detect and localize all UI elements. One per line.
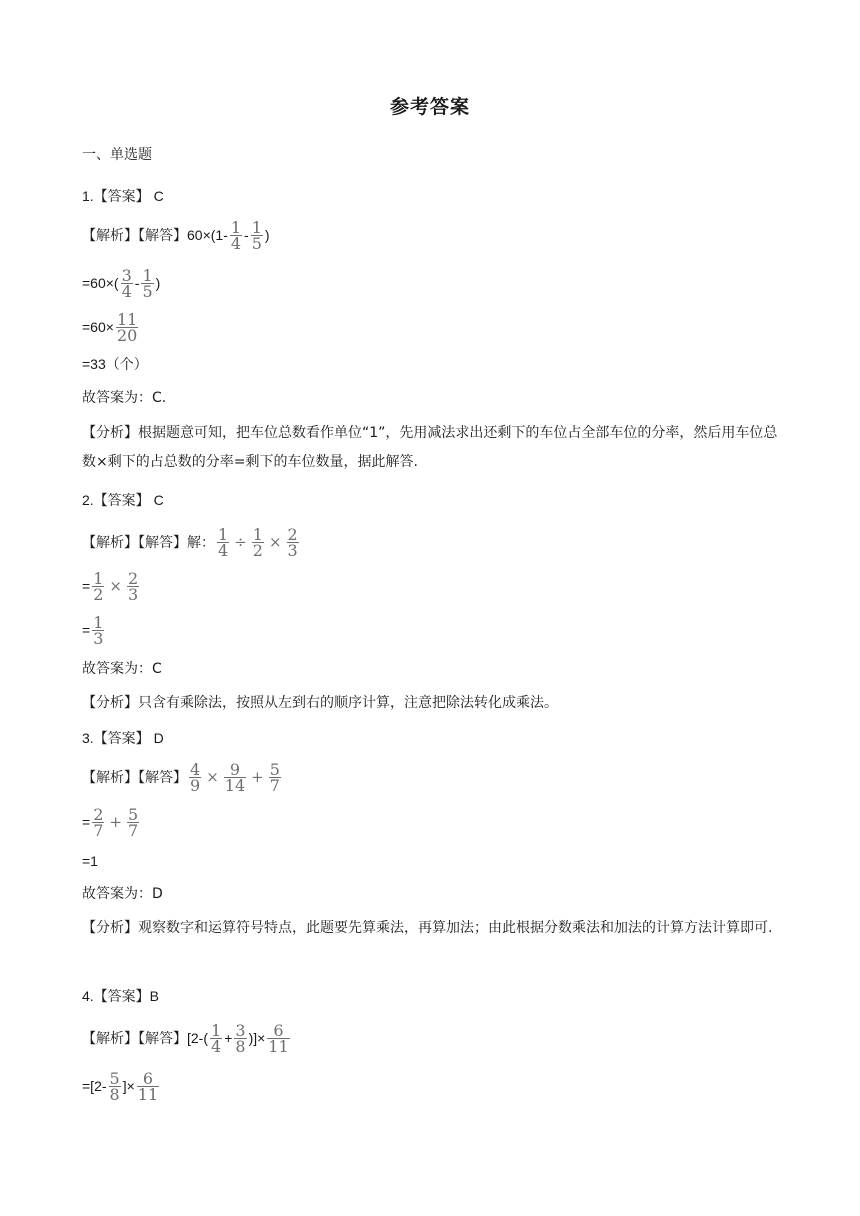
denominator: 5 [142, 282, 153, 301]
denominator: 11 [268, 1037, 289, 1056]
q2-fraction-5 [127, 571, 139, 603]
q1-fraction-1 [230, 220, 242, 252]
q4-fraction-3 [267, 1023, 289, 1055]
q4-parse [82, 1023, 292, 1055]
q2-answer: 2.【答案】 C [82, 492, 164, 508]
q1-step2-minus: - [134, 275, 140, 291]
denominator: 5 [251, 234, 262, 253]
q4-step2 [82, 1071, 161, 1103]
q1-step2 [82, 268, 160, 300]
q3-fraction-5 [127, 807, 139, 839]
q2-step3-pre: = [82, 622, 91, 638]
q4-fraction-1 [210, 1023, 222, 1055]
q1-fraction-3 [121, 268, 133, 300]
q4-expr: [2-( [187, 1030, 208, 1046]
numerator: 9 [229, 760, 241, 779]
numerator: 5 [269, 760, 280, 779]
q2-times: × [268, 533, 282, 551]
q1-step3-pre: =60× [82, 319, 114, 335]
q2-parse-prefix: 【解析】【解答】解： [82, 535, 215, 551]
q4-step2-close: ]× [122, 1078, 135, 1094]
q1-answer: 1.【答案】 C [82, 188, 164, 204]
denominator: 14 [224, 776, 246, 795]
numerator: 1 [93, 569, 104, 588]
numerator: 1 [211, 1021, 222, 1040]
numerator: 1 [218, 525, 229, 544]
denominator: 2 [252, 541, 263, 560]
q1-fraction-4 [141, 268, 153, 300]
q2-fraction-3 [287, 527, 299, 559]
q2-parse [82, 527, 301, 559]
q2-divide: ÷ [234, 533, 247, 551]
q3-parse [82, 762, 283, 794]
q1-step2-close: ) [155, 275, 161, 291]
denominator: 7 [93, 821, 104, 840]
numerator: 2 [93, 805, 104, 824]
q3-analysis: 【分析】观察数字和运算符号特点，此题要先算乘法，再算加法；由此根据分数乘法和加法的计算方法计算即可. [82, 920, 773, 936]
numerator: 5 [127, 805, 139, 824]
numerator: 1 [142, 266, 153, 285]
q3-answer: 3.【答案】 D [82, 730, 164, 746]
q3-plus: + [251, 768, 264, 786]
q2-fraction-2 [252, 527, 264, 559]
denominator: 4 [218, 541, 229, 560]
q3-times: × [206, 768, 219, 786]
q3-step2-plus: + [109, 813, 122, 831]
numerator: 1 [252, 525, 263, 544]
q4-fraction-5 [137, 1071, 159, 1103]
numerator: 11 [116, 310, 138, 329]
q4-parse-prefix: 【解析】【解答】 [82, 1031, 187, 1047]
q3-conclusion: 故答案为：D [82, 886, 163, 902]
numerator: 2 [287, 525, 298, 544]
page-title: 参考答案 [389, 96, 470, 118]
q2-step2-times: × [109, 577, 122, 595]
q3-step2-pre: = [82, 814, 91, 830]
q2-fraction-6 [92, 615, 104, 647]
numerator: 3 [235, 1021, 246, 1040]
q2-analysis: 【分析】只含有乘除法，按照从左到右的顺序计算，注意把除法转化成乘法。 [82, 695, 558, 711]
denominator: 11 [137, 1085, 159, 1104]
numerator: 5 [109, 1069, 120, 1088]
denominator: 8 [235, 1037, 246, 1056]
numerator: 6 [142, 1069, 154, 1088]
q2-conclusion: 故答案为：C [82, 661, 162, 677]
q1-minus: - [244, 227, 249, 243]
section-heading: 一、单选题 [82, 147, 152, 163]
q2-fraction-1 [217, 527, 229, 559]
q3-parse-prefix: 【解析】【解答】 [82, 770, 187, 786]
q3-step3: =1 [82, 853, 98, 869]
numerator: 2 [127, 569, 139, 588]
q4-plus: + [224, 1030, 233, 1046]
q2-fraction-4 [92, 571, 104, 603]
q2-step3 [82, 615, 106, 647]
q1-analysis: 【分析】根据题意可知，把车位总数看作单位“1”，先用减法求出还剩下的车位占全部车位的分率，然后用车位总数×剩下的占总数的分率=剩下的车位数量，据此解答. [82, 425, 778, 470]
denominator: 3 [287, 541, 298, 560]
q3-step2 [82, 807, 141, 839]
denominator: 20 [116, 326, 138, 345]
q1-expr: 60×(1- [187, 227, 228, 243]
denominator: 4 [121, 282, 132, 301]
q1-conclusion: 故答案为：C. [82, 390, 167, 406]
numerator: 1 [93, 613, 104, 632]
q3-fraction-4 [92, 807, 104, 839]
q3-fraction-1 [189, 762, 201, 794]
q4-step2-pre: =[2- [82, 1078, 107, 1094]
denominator: 9 [190, 776, 201, 795]
q1-parse-prefix: 【解析】【解答】 [82, 228, 187, 244]
q1-step2-pre: =60×( [82, 275, 119, 291]
q1-step3 [82, 312, 140, 344]
denominator: 4 [230, 234, 242, 253]
numerator: 3 [121, 266, 132, 285]
denominator: 3 [93, 629, 104, 648]
q4-answer: 4.【答案】B [82, 988, 160, 1004]
numerator: 6 [273, 1021, 284, 1040]
denominator: 2 [93, 585, 104, 604]
q1-close: ) [264, 227, 270, 243]
q1-fraction-2 [251, 220, 263, 252]
q4-fraction-2 [234, 1023, 246, 1055]
q3-fraction-2 [224, 762, 246, 794]
q2-step2 [82, 571, 141, 603]
numerator: 4 [190, 760, 201, 779]
q1-parse [82, 220, 270, 252]
numerator: 1 [251, 218, 262, 237]
q1-fraction-5 [116, 312, 138, 344]
denominator: 3 [127, 585, 139, 604]
denominator: 4 [211, 1037, 222, 1056]
q1-step4: =33（个） [82, 356, 148, 372]
q3-fraction-3 [269, 762, 281, 794]
q4-fraction-4 [109, 1071, 121, 1103]
denominator: 7 [269, 776, 280, 795]
denominator: 8 [109, 1085, 120, 1104]
numerator: 1 [230, 218, 242, 237]
denominator: 7 [127, 821, 139, 840]
q2-step2-pre: = [82, 578, 91, 594]
q4-close: )]× [248, 1030, 266, 1046]
